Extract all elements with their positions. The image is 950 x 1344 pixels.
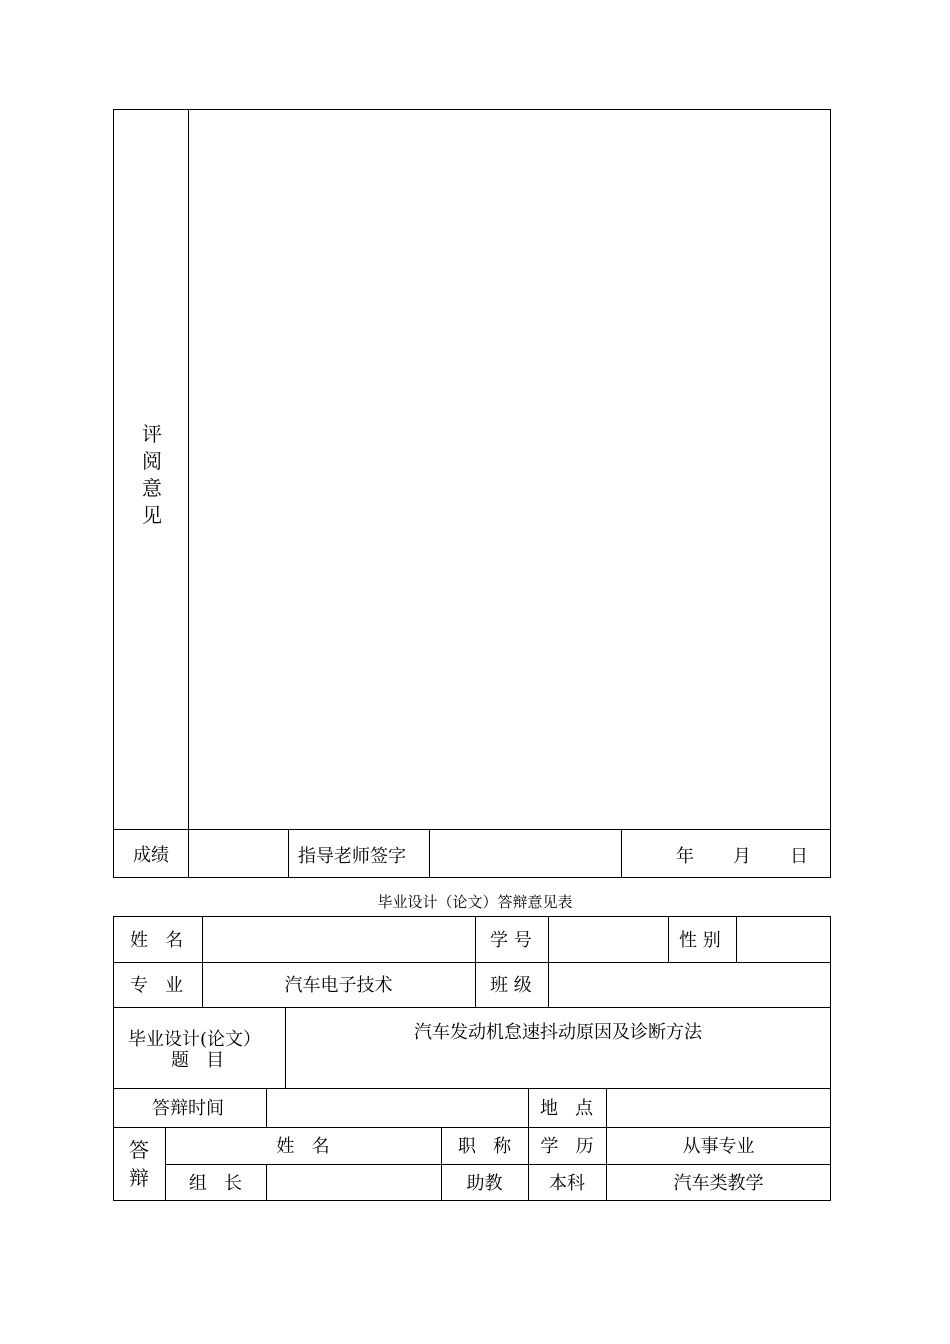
score-divider-2 — [429, 829, 430, 878]
major-label: 专 业 — [130, 975, 184, 996]
review-comments-label — [138, 421, 166, 529]
defense-time-label: 答辩时间 — [152, 1098, 224, 1119]
review-label-char: 阅 — [142, 449, 162, 473]
committee-title: 助教 — [466, 1173, 503, 1194]
col-line — [736, 916, 737, 962]
date-year-label: 年 — [676, 846, 694, 867]
date-month-label: 月 — [733, 846, 751, 867]
topic-label-line2: 题 目 — [171, 1050, 225, 1071]
major-value: 汽车电子技术 — [284, 975, 393, 996]
col-line — [668, 916, 669, 962]
col-line — [266, 1164, 267, 1201]
review-label-char: 评 — [142, 422, 162, 446]
defense-form-caption: 毕业设计（论文）答辩意见表 — [377, 893, 573, 911]
row-line — [113, 962, 831, 963]
gender-field[interactable] — [738, 918, 829, 961]
col-line — [475, 916, 476, 1007]
student-id-field[interactable] — [550, 918, 667, 961]
committee-name-header: 姓 名 — [276, 1136, 330, 1157]
row-line — [113, 1007, 831, 1008]
defense-time-field[interactable] — [268, 1090, 527, 1126]
review-label-char: 意 — [142, 476, 162, 500]
committee-name-field[interactable] — [268, 1166, 440, 1200]
committee-label — [113, 1136, 165, 1192]
review-label-divider — [188, 109, 189, 878]
committee-label-char: 答 — [129, 1138, 149, 1162]
class-label: 班 级 — [490, 975, 532, 996]
review-comments-area[interactable] — [190, 111, 829, 828]
topic-value: 汽车发动机怠速抖动原因及诊断方法 — [414, 1022, 702, 1043]
committee-field: 汽车类教学 — [673, 1173, 764, 1194]
location-label: 地 点 — [540, 1098, 594, 1119]
committee-label-char: 辩 — [129, 1166, 149, 1190]
committee-role: 组 长 — [188, 1173, 243, 1194]
col-line — [266, 1088, 267, 1127]
score-label: 成绩 — [133, 845, 169, 866]
row-line — [113, 1127, 831, 1128]
gender-label: 性 别 — [679, 930, 721, 951]
row-line — [113, 1088, 831, 1089]
col-line — [548, 916, 549, 1007]
committee-field-header: 从事专业 — [682, 1136, 755, 1157]
name-label: 姓 名 — [130, 930, 184, 951]
signature-field[interactable] — [431, 831, 620, 877]
topic-label-line1: 毕业设计(论文） — [128, 1029, 262, 1050]
student-id-label: 学 号 — [490, 930, 532, 951]
signature-label: 指导老师签字 — [298, 846, 406, 867]
score-divider-3 — [621, 829, 622, 878]
class-field[interactable] — [550, 964, 829, 1006]
committee-title-header: 职 称 — [457, 1136, 512, 1157]
review-label-char: 见 — [142, 503, 162, 527]
name-field[interactable] — [204, 918, 474, 961]
committee-education: 本科 — [549, 1173, 585, 1194]
location-field[interactable] — [608, 1090, 829, 1126]
col-line — [285, 1007, 286, 1088]
committee-education-header: 学 历 — [540, 1136, 594, 1157]
review-score-divider — [113, 829, 831, 830]
score-field[interactable] — [190, 831, 287, 877]
row-line — [165, 1164, 831, 1165]
score-divider-1 — [288, 829, 289, 878]
date-day-label: 日 — [790, 846, 808, 867]
